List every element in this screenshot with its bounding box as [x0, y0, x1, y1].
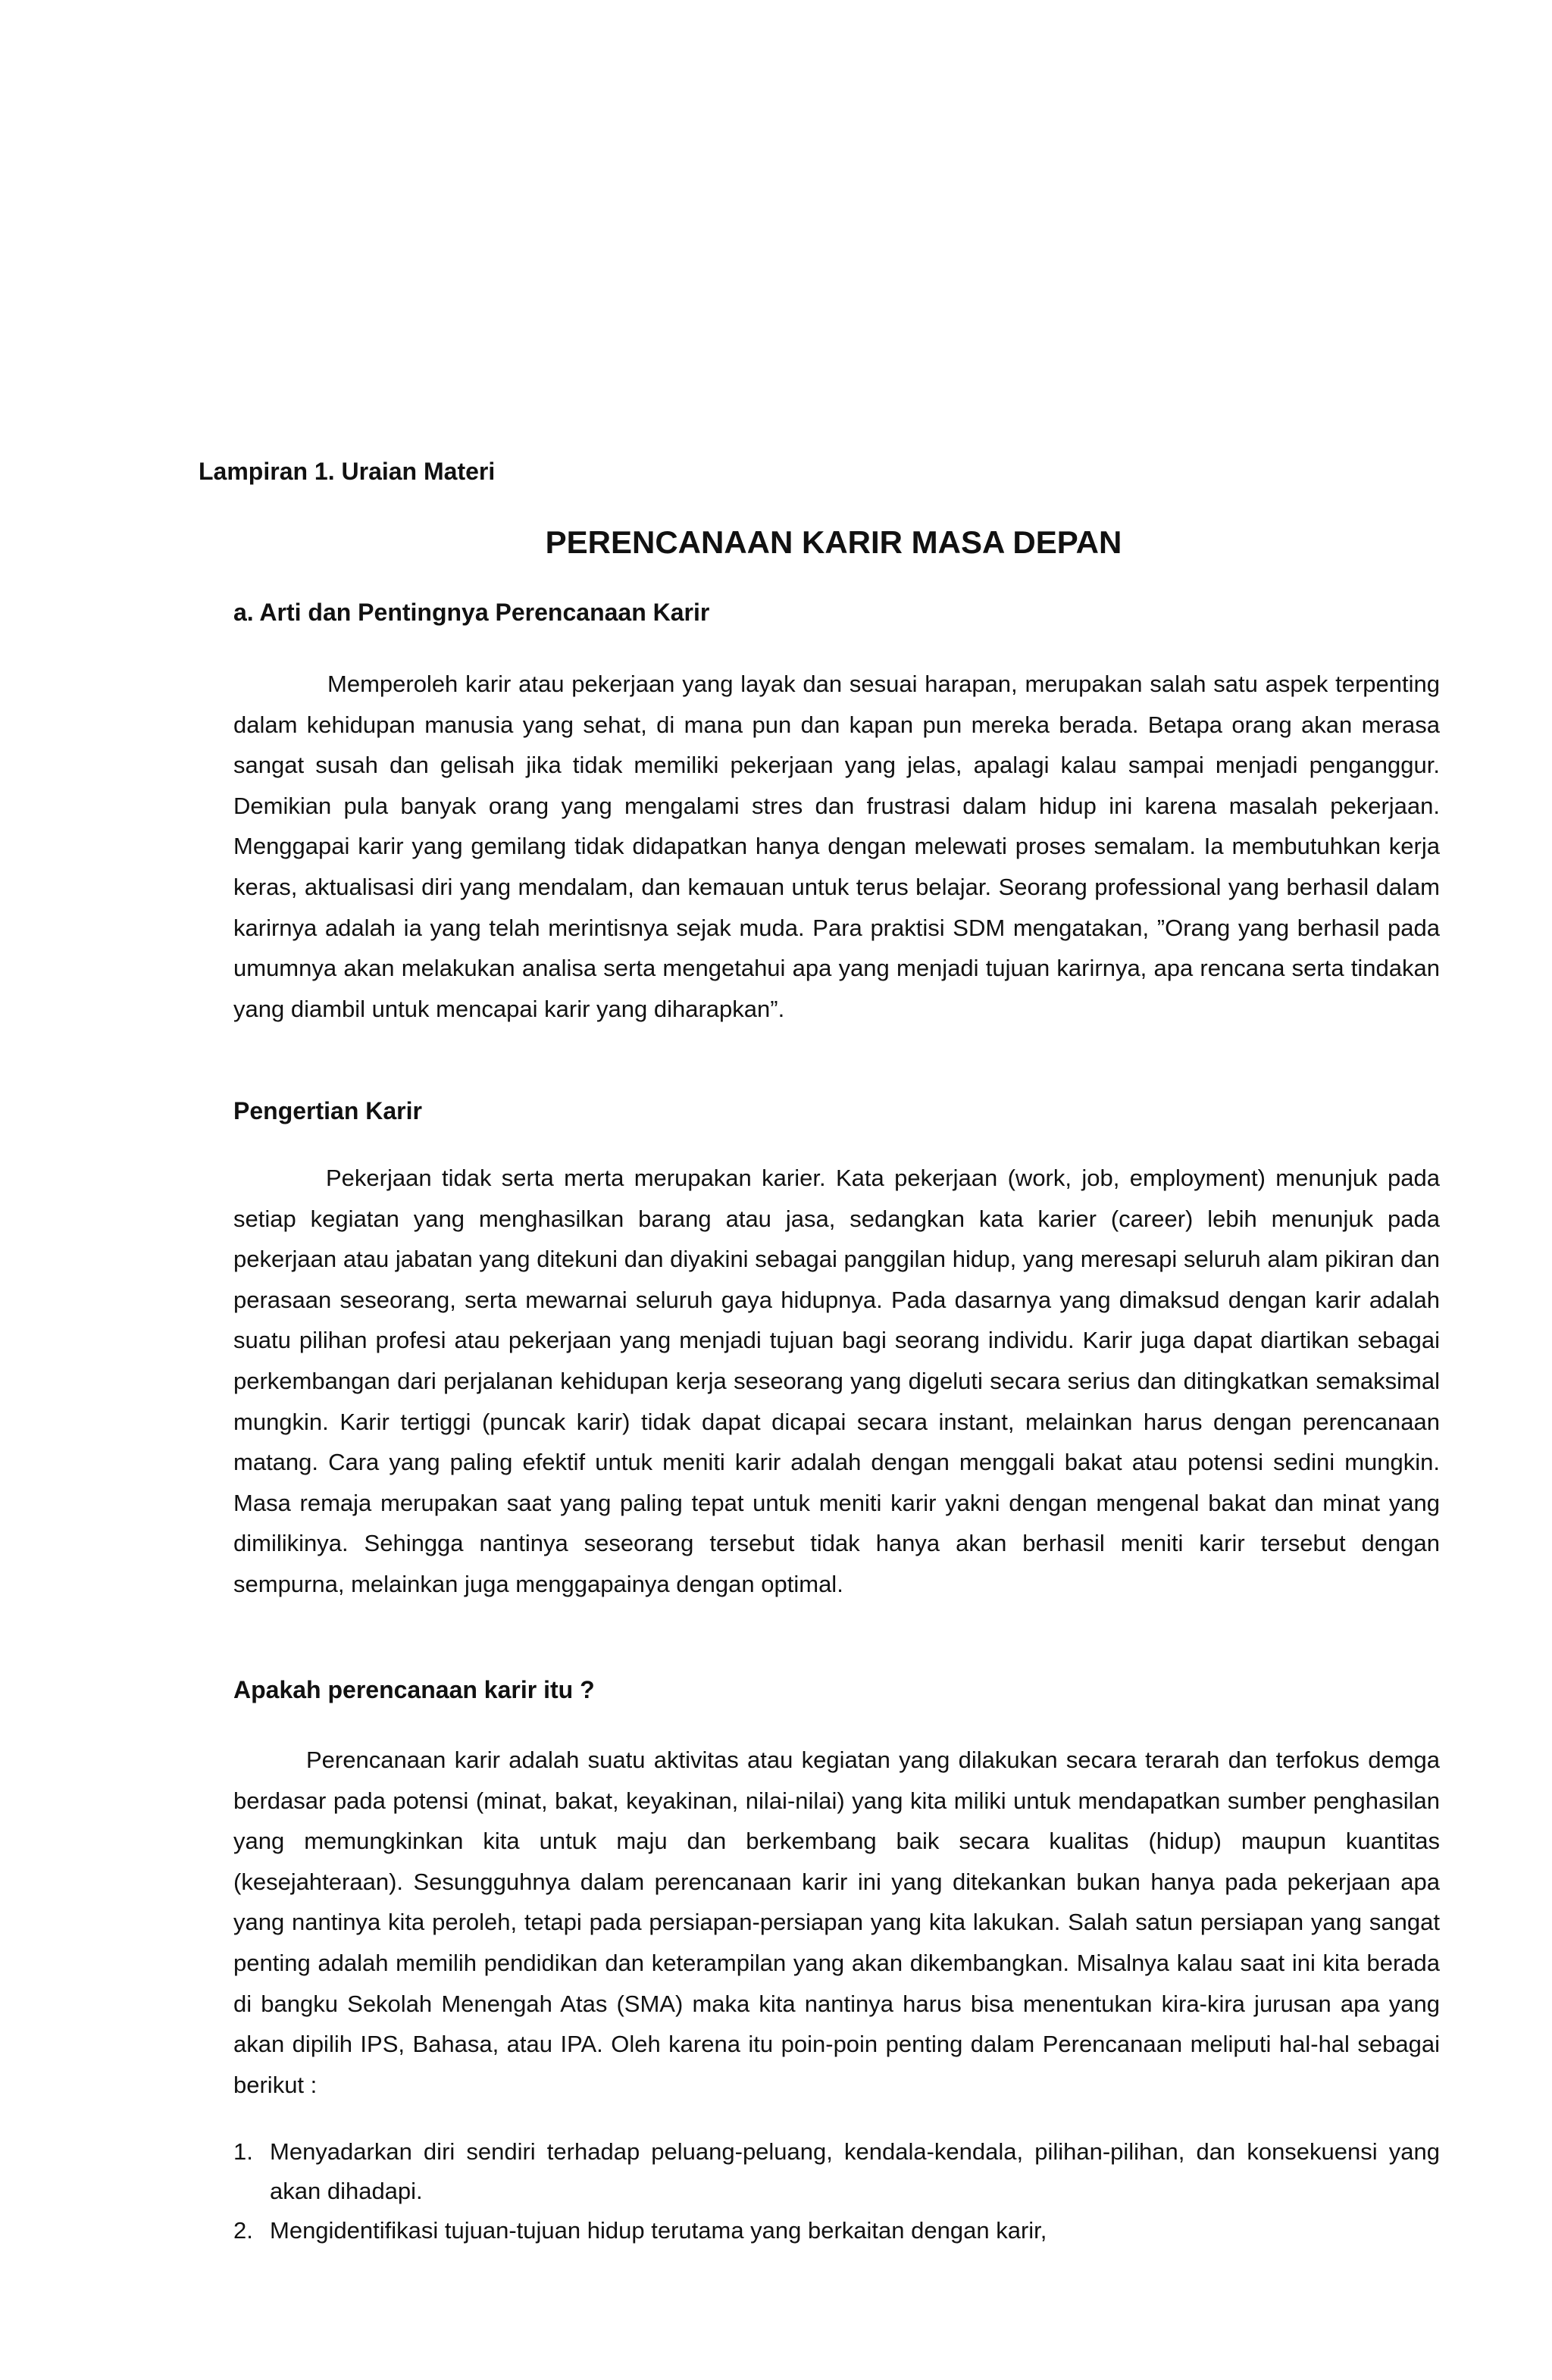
paragraph-career-definition: Pekerjaan tidak serta merta merupakan karier. Kata pekerjaan (work, job, employment) menunjuk pada setiap kegiatan yang menghasilkan barang atau jasa, sedangkan kata karier (career) lebih menunjuk pada pekerjaan atau jabatan yang ditekuni dan diyakini sebagai panggilan hidup, yang meresapi seluruh alam pikiran dan perasaan seseorang, serta mewarnai seluruh gaya hidupnya. Pada dasarnya yang dimaksud dengan karir adalah suatu pilihan profesi atau pekerjaan yang menjadi tujuan bagi seorang individu. Karir juga dapat diartikan sebagai perkembangan dari perjalanan kehidupan kerja seseorang yang digeluti secara serius dan ditingkatkan semaksimal mungkin. Karir tertiggi (puncak karir) tidak dapat dicapai secara instant, melainkan harus dengan perencanaan matang. Cara yang paling efektif untuk meniti karir adalah dengan menggali bakat atau potensi sedini mungkin. Masa remaja merupakan saat yang paling tepat untuk meniti karir yakni dengan mengenal bakat dan minat yang dimilikinya. Sehingga nantinya seseorang tersebut tidak hanya akan berhasil meniti karir tersebut dengan sempurna, melainkan juga menggapainya dengan optimal. — [233, 1165, 1440, 1597]
list-item-number: 2. — [233, 2217, 253, 2244]
planning-points-list — [233, 2132, 1440, 2250]
list-item-text: Menyadarkan diri sendiri terhadap peluang-peluang, kendala-kendala, pilihan-pilihan, dan konsekuensi yang akan dihadapi. — [270, 2138, 1440, 2204]
list-item-number: 1. — [233, 2138, 253, 2165]
paragraph-career-planning: Perencanaan karir adalah suatu aktivitas atau kegiatan yang dilakukan secara terarah dan terfokus demga berdasar pada potensi (minat, bakat, keyakinan, nilai-nilai) yang kita miliki untuk mendapatkan sumber penghasilan yang memungkinkan kita untuk maju dan berkembang baik secara kualitas (hidup) maupun kuantitas (kesejahteraan). Sesungguhnya dalam perencanaan karir ini yang ditekankan bukan hanya pada pekerjaan apa yang nantinya kita peroleh, tetapi pada persiapan-persiapan yang kita lakukan. Salah satun persiapan yang sangat penting adalah memilih pendidikan dan keterampilan yang akan dikembangkan. Misalnya kalau saat ini kita berada di bangku Sekolah Menengah Atas (SMA) maka kita nantinya harus bisa menentukan kira-kira jurusan apa yang akan dipilih IPS, Bahasa, atau IPA. Oleh karena itu poin-poin penting dalam Perencanaan meliputi hal-hal sebagai berikut : — [233, 1747, 1440, 2098]
heading-apakah-perencanaan: Apakah perencanaan karir itu ? — [233, 1676, 595, 1703]
page-title: PERENCANAAN KARIR MASA DEPAN — [545, 524, 1122, 560]
list-item — [233, 2132, 1440, 2211]
paragraph-career-importance: Memperoleh karir atau pekerjaan yang layak dan sesuai harapan, merupakan salah satu aspek terpenting dalam kehidupan manusia yang sehat, di mana pun dan kapan pun mereka berada. Betapa orang akan merasa sangat susah dan gelisah jika tidak memiliki pekerjaan yang jelas, apalagi kalau sampai menjadi penganggur. Demikian pula banyak orang yang mengalami stres dan frustrasi dalam hidup ini karena masalah pekerjaan. Menggapai karir yang gemilang tidak didapatkan hanya dengan melewati proses semalam. Ia membutuhkan kerja keras, aktualisasi diri yang mendalam, dan kemauan untuk terus belajar. Seorang professional yang berhasil dalam karirnya adalah ia yang telah merintisnya sejak muda. Para praktisi SDM mengatakan, ”Orang yang berhasil pada umumnya akan melakukan analisa serta mengetahui apa yang menjadi tujuan karirnya, apa rencana serta tindakan yang diambil untuk mencapai karir yang diharapkan”. — [233, 671, 1440, 1022]
section-heading-a: a. Arti dan Pentingnya Perencanaan Karir — [233, 599, 710, 626]
heading-pengertian-karir: Pengertian Karir — [233, 1097, 422, 1124]
appendix-label: Lampiran 1. Uraian Materi — [199, 458, 496, 485]
list-item — [233, 2211, 1440, 2250]
list-item-text: Mengidentifikasi tujuan-tujuan hidup terutama yang berkaitan dengan karir, — [270, 2217, 1047, 2244]
